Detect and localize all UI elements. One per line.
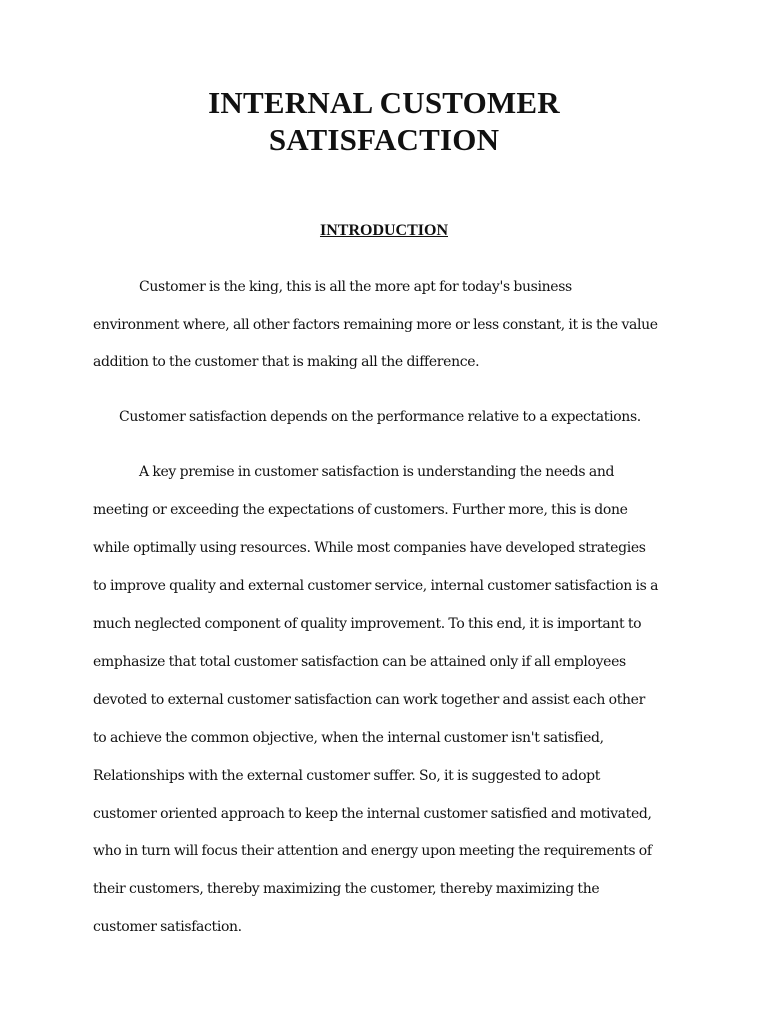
text-line: customer oriented approach to keep the internal customer satisfied and motivated, [93,806,652,822]
text-line: while optimally using resources. While most companies have developed strategies [93,540,646,556]
document-title-line: INTERNAL CUSTOMER [208,85,560,120]
text-line: their customers, thereby maximizing the customer, thereby maximizing the [93,881,600,897]
text-line: who in turn will focus their attention and energy upon meeting the requirements of [93,843,652,859]
text-line: devoted to external customer satisfaction can work together and assist each other [93,692,645,708]
text-line: emphasize that total customer satisfaction can be attained only if all employees [93,654,626,670]
text-line: environment where, all other factors remaining more or less constant, it is the value [93,317,658,333]
text-line: to achieve the common objective, when the internal customer isn't satisfied, [93,730,604,746]
section-heading: INTRODUCTION [319,222,448,239]
document-title-line: SATISFACTION [268,122,500,157]
document-title [0,84,768,158]
text-line: Customer is the king, this is all the more apt for today's business [139,279,572,295]
text-line: Customer satisfaction depends on the performance relative to a expectations. [119,409,641,425]
text-line: A key premise in customer satisfaction is understanding the needs and [139,464,615,480]
text-line: much neglected component of quality improvement. To this end, it is important to [93,616,642,632]
text-line: to improve quality and external customer service, internal customer satisfaction is a [93,578,659,594]
text-line: meeting or exceeding the expectations of customers. Further more, this is done [93,502,628,518]
text-line: addition to the customer that is making all the difference. [93,354,480,370]
text-line: customer satisfaction. [93,919,242,935]
text-line: Relationships with the external customer suffer. So, it is suggested to adopt [93,768,601,784]
